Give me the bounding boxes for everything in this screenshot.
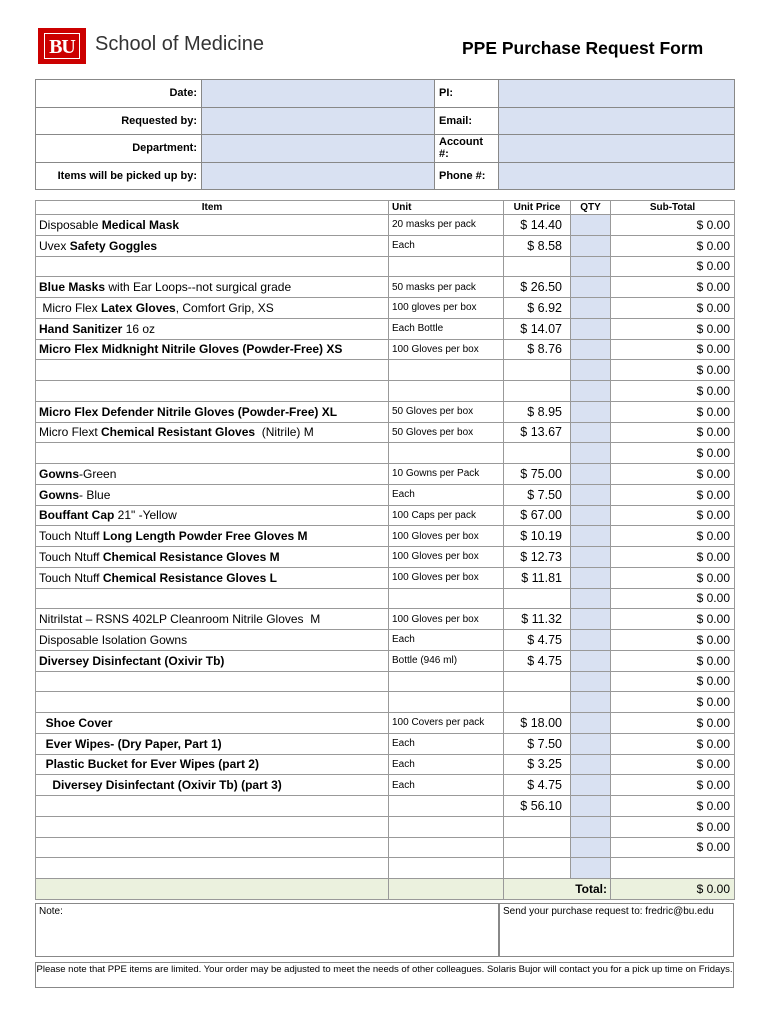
table-row	[36, 796, 735, 817]
subtotal-cell: $ 0.00	[611, 733, 735, 754]
unit-price-cell	[504, 816, 571, 837]
logo-mark: BU	[44, 33, 80, 59]
item-cell	[36, 215, 389, 236]
item-cell	[36, 484, 389, 505]
total-value: $ 0.00	[611, 879, 735, 900]
unit-cell: 100 Gloves per box	[389, 567, 504, 588]
department-label: Department:	[36, 135, 202, 163]
date-field[interactable]	[202, 80, 435, 108]
unit-cell	[389, 671, 504, 692]
item-cell	[36, 505, 389, 526]
subtotal-cell: $ 0.00	[611, 277, 735, 298]
unit-cell	[389, 816, 504, 837]
item-cell	[36, 692, 389, 713]
item-name-post: -Green	[79, 466, 117, 481]
total-label: Total:	[504, 879, 611, 900]
item-name-pre: Touch Ntuff	[39, 570, 103, 585]
table-row	[36, 505, 735, 526]
unit-price-cell	[504, 256, 571, 277]
table-row	[36, 588, 735, 609]
qty-input[interactable]	[571, 713, 611, 734]
item-name-bold: Latex Gloves	[101, 300, 176, 315]
subtotal-cell: $ 0.00	[611, 381, 735, 402]
unit-cell	[389, 692, 504, 713]
item-cell	[36, 235, 389, 256]
unit-cell	[389, 796, 504, 817]
total-spacer	[389, 879, 504, 900]
qty-input[interactable]	[571, 858, 611, 879]
requested-by-label: Requested by:	[36, 107, 202, 135]
table-row	[36, 381, 735, 402]
item-name-bold: Long Length Powder Free Gloves M	[102, 529, 308, 544]
unit-price-cell: $ 26.50	[504, 277, 571, 298]
qty-input[interactable]	[571, 526, 611, 547]
item-cell	[36, 713, 389, 734]
table-row	[36, 484, 735, 505]
unit-cell	[389, 858, 504, 879]
item-name-bold: Medical Mask	[101, 217, 180, 232]
items-table	[35, 200, 735, 900]
unit-price-cell	[504, 858, 571, 879]
col-unit: Unit	[389, 201, 504, 215]
item-name-post: 16 oz	[122, 321, 156, 336]
item-cell	[36, 422, 389, 443]
item-name-bold: Chemical Resistance Gloves M	[102, 549, 280, 564]
subtotal-cell: $ 0.00	[611, 505, 735, 526]
item-name-bold: Micro Flex Midknight Nitrile Gloves (Powder-Free) XS	[39, 342, 343, 357]
subtotal-cell: $ 0.00	[611, 235, 735, 256]
subtotal-cell: $ 0.00	[611, 298, 735, 319]
qty-input[interactable]	[571, 671, 611, 692]
unit-cell: Each	[389, 235, 504, 256]
unit-price-cell: $ 18.00	[504, 713, 571, 734]
note-label: Note:	[39, 906, 63, 917]
item-cell	[36, 796, 389, 817]
unit-price-cell	[504, 588, 571, 609]
unit-price-cell: $ 11.32	[504, 609, 571, 630]
subtotal-cell: $ 0.00	[611, 401, 735, 422]
qty-input[interactable]	[571, 443, 611, 464]
col-item: Item	[36, 201, 389, 215]
item-name-post: (Nitrile) M	[255, 425, 314, 440]
table-header-row	[36, 201, 735, 215]
qty-input[interactable]	[571, 464, 611, 485]
subtotal-cell: $ 0.00	[611, 443, 735, 464]
email-label: Email:	[435, 107, 499, 135]
qty-input[interactable]	[571, 816, 611, 837]
qty-input[interactable]	[571, 733, 611, 754]
unit-price-cell: $ 12.73	[504, 547, 571, 568]
note-box[interactable]	[35, 903, 499, 957]
unit-cell	[389, 360, 504, 381]
account-label: Account #:	[435, 135, 499, 163]
qty-input[interactable]	[571, 381, 611, 402]
unit-cell	[389, 381, 504, 402]
item-cell	[36, 650, 389, 671]
unit-price-cell: $ 4.75	[504, 650, 571, 671]
unit-cell: Each	[389, 630, 504, 651]
unit-price-cell: $ 7.50	[504, 484, 571, 505]
item-name-bold: Shoe Cover	[45, 715, 113, 730]
col-subtotal: Sub-Total	[611, 201, 735, 215]
item-name-bold: Chemical Resistance Gloves L	[102, 570, 277, 585]
qty-input[interactable]	[571, 837, 611, 858]
qty-input[interactable]	[571, 422, 611, 443]
unit-cell: Bottle (946 ml)	[389, 650, 504, 671]
subtotal-cell: $ 0.00	[611, 256, 735, 277]
phone-label: Phone #:	[435, 162, 499, 190]
unit-cell: Each	[389, 484, 504, 505]
item-name-bold: Micro Flex Defender Nitrile Gloves (Powder-Free) XL	[39, 404, 338, 419]
qty-input[interactable]	[571, 692, 611, 713]
item-cell	[36, 339, 389, 360]
qty-input[interactable]	[571, 567, 611, 588]
qty-input[interactable]	[571, 360, 611, 381]
unit-price-cell	[504, 837, 571, 858]
table-row	[36, 858, 735, 879]
department-field[interactable]	[202, 135, 435, 163]
table-row	[36, 713, 735, 734]
subtotal-cell: $ 0.00	[611, 588, 735, 609]
item-name-post: - Blue	[79, 487, 111, 502]
item-cell	[36, 630, 389, 651]
total-row	[36, 879, 735, 900]
unit-price-cell	[504, 360, 571, 381]
table-row	[36, 733, 735, 754]
unit-cell: 10 Gowns per Pack	[389, 464, 504, 485]
table-row	[36, 360, 735, 381]
table-row	[36, 401, 735, 422]
item-name-pre	[39, 737, 46, 751]
qty-input[interactable]	[571, 588, 611, 609]
qty-input[interactable]	[571, 609, 611, 630]
unit-price-cell: $ 6.92	[504, 298, 571, 319]
bu-logo	[38, 28, 86, 64]
subtotal-cell: $ 0.00	[611, 318, 735, 339]
subtotal-cell: $ 0.00	[611, 837, 735, 858]
item-cell	[36, 464, 389, 485]
subtotal-cell: $ 0.00	[611, 215, 735, 236]
item-name-pre	[39, 778, 52, 792]
date-label: Date:	[36, 80, 202, 108]
unit-price-cell	[504, 443, 571, 464]
item-name-post: , Comfort Grip, XS	[175, 300, 274, 315]
table-row	[36, 775, 735, 796]
table-row	[36, 215, 735, 236]
subtotal-cell	[611, 858, 735, 879]
table-row	[36, 526, 735, 547]
item-cell	[36, 277, 389, 298]
school-name: School of Medicine	[95, 33, 264, 55]
table-row	[36, 235, 735, 256]
unit-cell: 100 Gloves per box	[389, 609, 504, 630]
item-cell	[36, 733, 389, 754]
item-name-bold: Gowns	[39, 487, 80, 502]
qty-input[interactable]	[571, 775, 611, 796]
email-field[interactable]	[499, 107, 735, 135]
item-cell	[36, 298, 389, 319]
phone-field[interactable]	[499, 162, 735, 190]
qty-input[interactable]	[571, 547, 611, 568]
subtotal-cell: $ 0.00	[611, 692, 735, 713]
item-cell	[36, 754, 389, 775]
unit-price-cell: $ 4.75	[504, 775, 571, 796]
item-cell	[36, 588, 389, 609]
subtotal-cell: $ 0.00	[611, 484, 735, 505]
unit-price-cell: $ 56.10	[504, 796, 571, 817]
unit-cell: 50 Gloves per box	[389, 422, 504, 443]
item-cell	[36, 671, 389, 692]
unit-cell: 100 gloves per box	[389, 298, 504, 319]
qty-input[interactable]	[571, 215, 611, 236]
subtotal-cell: $ 0.00	[611, 464, 735, 485]
item-cell	[36, 858, 389, 879]
unit-price-cell	[504, 692, 571, 713]
pickup-notice: Please note that PPE items are limited. Your order may be adjusted to meet the needs of other colleagues. Solaris Bujor will contact you for a pick up time on Fridays.	[35, 962, 734, 988]
table-row	[36, 464, 735, 485]
table-row	[36, 671, 735, 692]
item-cell	[36, 837, 389, 858]
unit-cell: 100 Gloves per box	[389, 547, 504, 568]
unit-cell: Each	[389, 775, 504, 796]
table-row	[36, 754, 735, 775]
subtotal-cell: $ 0.00	[611, 339, 735, 360]
subtotal-cell: $ 0.00	[611, 567, 735, 588]
subtotal-cell: $ 0.00	[611, 630, 735, 651]
unit-cell: 50 Gloves per box	[389, 401, 504, 422]
item-name-pre: Disposable Isolation Gowns	[39, 632, 188, 647]
table-row	[36, 547, 735, 568]
item-cell	[36, 381, 389, 402]
item-cell	[36, 567, 389, 588]
unit-cell: 100 Caps per pack	[389, 505, 504, 526]
subtotal-cell: $ 0.00	[611, 360, 735, 381]
table-row	[36, 422, 735, 443]
item-name-bold: Blue Masks	[39, 280, 106, 295]
table-row	[36, 298, 735, 319]
subtotal-cell: $ 0.00	[611, 775, 735, 796]
unit-price-cell: $ 14.40	[504, 215, 571, 236]
table-row	[36, 837, 735, 858]
item-name-pre	[39, 757, 46, 771]
table-row	[36, 443, 735, 464]
item-name-bold: Gowns	[39, 466, 80, 481]
table-row	[36, 816, 735, 837]
table-row	[36, 692, 735, 713]
item-name-bold: Plastic Bucket for Ever Wipes (part 2)	[45, 757, 259, 772]
unit-cell: 100 Covers per pack	[389, 713, 504, 734]
unit-price-cell: $ 75.00	[504, 464, 571, 485]
item-name-bold: Safety Goggles	[69, 238, 158, 253]
unit-price-cell: $ 67.00	[504, 505, 571, 526]
item-cell	[36, 547, 389, 568]
unit-price-cell	[504, 381, 571, 402]
item-cell	[36, 775, 389, 796]
unit-price-cell: $ 8.76	[504, 339, 571, 360]
unit-cell	[389, 256, 504, 277]
qty-input[interactable]	[571, 484, 611, 505]
unit-cell: 100 Gloves per box	[389, 339, 504, 360]
item-name-bold: Diversey Disinfectant (Oxivir Tb) (part 3)	[52, 778, 282, 793]
unit-price-cell: $ 13.67	[504, 422, 571, 443]
item-name-bold: Bouffant Cap	[39, 508, 115, 523]
qty-input[interactable]	[571, 401, 611, 422]
unit-cell: 50 masks per pack	[389, 277, 504, 298]
qty-input[interactable]	[571, 339, 611, 360]
item-name-post: with Ear Loops--not surgical grade	[105, 280, 292, 295]
requested-by-field[interactable]	[202, 107, 435, 135]
item-cell	[36, 816, 389, 837]
qty-input[interactable]	[571, 505, 611, 526]
table-row	[36, 277, 735, 298]
item-name-bold: Hand Sanitizer	[39, 321, 123, 336]
subtotal-cell: $ 0.00	[611, 754, 735, 775]
unit-cell	[389, 588, 504, 609]
item-name-pre: Uvex	[39, 238, 70, 253]
item-name-pre: Disposable	[39, 217, 102, 232]
qty-input[interactable]	[571, 630, 611, 651]
send-instructions	[499, 903, 734, 957]
item-cell	[36, 443, 389, 464]
unit-cell: Each	[389, 754, 504, 775]
item-cell	[36, 401, 389, 422]
subtotal-cell: $ 0.00	[611, 713, 735, 734]
qty-input[interactable]	[571, 298, 611, 319]
subtotal-cell: $ 0.00	[611, 796, 735, 817]
qty-input[interactable]	[571, 277, 611, 298]
table-row	[36, 256, 735, 277]
item-cell	[36, 609, 389, 630]
item-name-pre: Micro Flex	[39, 300, 102, 315]
item-name-pre	[39, 716, 46, 730]
unit-price-cell: $ 8.95	[504, 401, 571, 422]
item-name-bold: Chemical Resistant Gloves	[101, 425, 256, 440]
item-name-bold: Diversey Disinfectant (Oxivir Tb)	[39, 653, 225, 668]
unit-price-cell: $ 4.75	[504, 630, 571, 651]
unit-cell: Each Bottle	[389, 318, 504, 339]
pi-label: PI:	[435, 80, 499, 108]
item-cell	[36, 256, 389, 277]
table-row	[36, 318, 735, 339]
unit-cell	[389, 837, 504, 858]
subtotal-cell: $ 0.00	[611, 650, 735, 671]
subtotal-cell: $ 0.00	[611, 816, 735, 837]
qty-input[interactable]	[571, 796, 611, 817]
table-row	[36, 630, 735, 651]
item-cell	[36, 318, 389, 339]
qty-input[interactable]	[571, 256, 611, 277]
unit-cell: 20 masks per pack	[389, 215, 504, 236]
qty-input[interactable]	[571, 318, 611, 339]
item-name-bold: Ever Wipes- (Dry Paper, Part 1)	[45, 736, 222, 751]
qty-input[interactable]	[571, 650, 611, 671]
col-unit-price: Unit Price	[504, 201, 571, 215]
subtotal-cell: $ 0.00	[611, 671, 735, 692]
account-field[interactable]	[499, 135, 735, 163]
subtotal-cell: $ 0.00	[611, 526, 735, 547]
request-info-table	[35, 79, 735, 190]
item-name-pre: Touch Ntuff	[39, 529, 103, 544]
pi-field[interactable]	[499, 80, 735, 108]
item-name-pre: Nitrilstat – RSNS 402LP Cleanroom Nitrile Gloves M	[39, 612, 321, 627]
unit-cell: 100 Gloves per box	[389, 526, 504, 547]
col-qty: QTY	[571, 201, 611, 215]
unit-price-cell: $ 3.25	[504, 754, 571, 775]
unit-price-cell: $ 11.81	[504, 567, 571, 588]
item-name-pre: Touch Ntuff	[39, 549, 103, 564]
table-row	[36, 567, 735, 588]
table-row	[36, 609, 735, 630]
unit-cell	[389, 443, 504, 464]
pickup-label: Items will be picked up by:	[36, 162, 202, 190]
unit-cell: Each	[389, 733, 504, 754]
table-row	[36, 339, 735, 360]
table-row	[36, 650, 735, 671]
subtotal-cell: $ 0.00	[611, 422, 735, 443]
subtotal-cell: $ 0.00	[611, 609, 735, 630]
send-text: Send your purchase request to: fredric@bu.edu	[503, 906, 714, 917]
page-title: PPE Purchase Request Form	[462, 38, 704, 58]
item-cell	[36, 360, 389, 381]
item-name-pre: Micro Flext	[39, 425, 102, 440]
unit-price-cell: $ 8.58	[504, 235, 571, 256]
pickup-field[interactable]	[202, 162, 435, 190]
qty-input[interactable]	[571, 235, 611, 256]
unit-price-cell: $ 14.07	[504, 318, 571, 339]
item-name-post: 21" -Yellow	[114, 508, 177, 523]
unit-price-cell: $ 10.19	[504, 526, 571, 547]
total-spacer	[36, 879, 389, 900]
subtotal-cell: $ 0.00	[611, 547, 735, 568]
qty-input[interactable]	[571, 754, 611, 775]
unit-price-cell	[504, 671, 571, 692]
unit-price-cell: $ 7.50	[504, 733, 571, 754]
item-cell	[36, 526, 389, 547]
